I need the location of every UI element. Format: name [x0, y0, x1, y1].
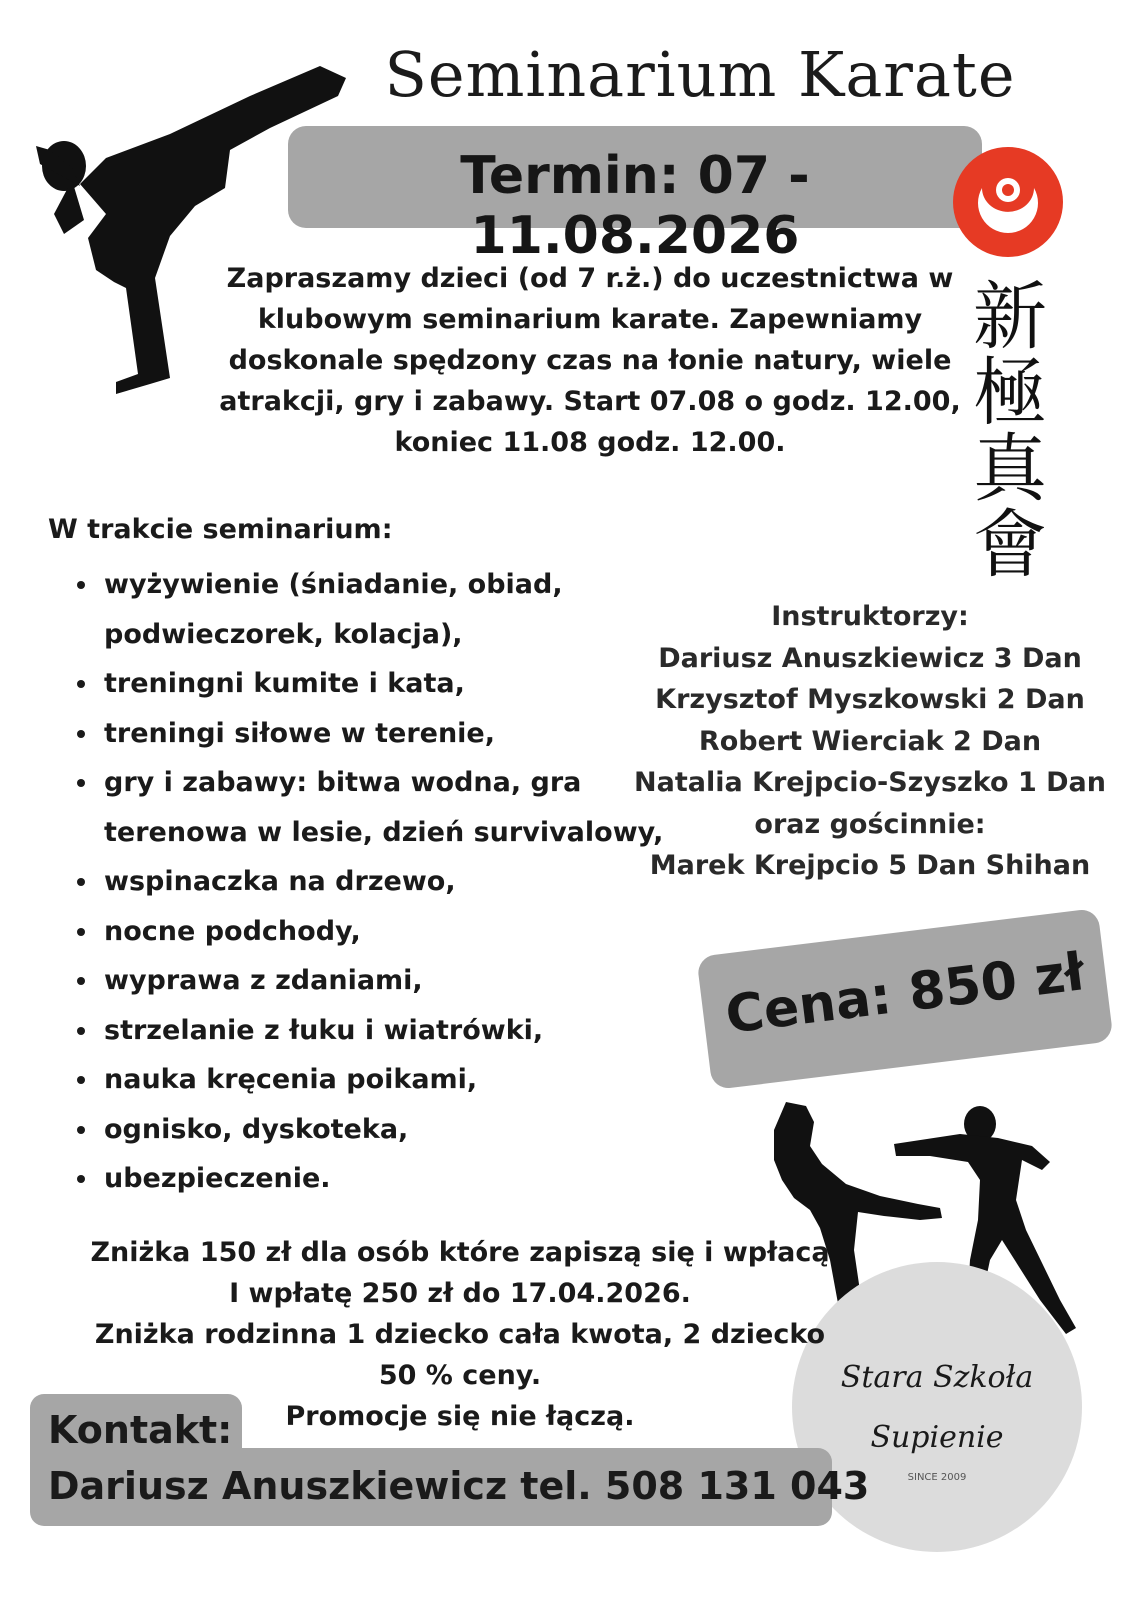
list-item: • ubezpieczenie. — [100, 1154, 700, 1204]
list-item: • ognisko, dyskoteka, — [100, 1105, 700, 1155]
instructor-name: Natalia Krejpcio-Szyszko 1 Dan — [634, 767, 1106, 798]
price-label: Cena: 850 zł — [722, 942, 1088, 1046]
discount-line: Zniżka rodzinna 1 dziecko cała kwota, 2 dziecko — [94, 1319, 826, 1350]
termin-date: Termin: 07 - 11.08.2026 — [460, 146, 810, 266]
list-item: • treningi siłowe w terenie, — [100, 709, 700, 759]
activities-list — [52, 560, 700, 1204]
guest-heading: oraz gościnnie: — [754, 808, 986, 840]
kyokushin-emblem-icon — [952, 146, 1064, 258]
instructors-heading: Instruktorzy: — [771, 601, 969, 632]
list-item: • gry i zabawy: bitwa wodna, gra terenowa w lesie, dzień survivalowy, — [100, 758, 700, 857]
instructor-name: Dariusz Anuszkiewicz 3 Dan — [658, 642, 1082, 674]
contact-label: Kontakt: — [48, 1408, 233, 1452]
page-title: Seminarium Karate — [384, 38, 1016, 111]
instructor-name: Krzysztof Myszkowski 2 Dan — [655, 684, 1085, 715]
kanji-char-4: 會 — [973, 502, 1047, 580]
list-item: • nauka kręcenia poikami, — [100, 1055, 700, 1105]
list-item: • wyżywienie (śniadanie, obiad, podwieczorek, kolacja), — [100, 560, 700, 659]
list-item: • treningni kumite i kata, — [100, 659, 700, 709]
discount-line: Promocje się nie łączą. — [285, 1401, 635, 1432]
contact-phone: Dariusz Anuszkiewicz tel. 508 131 043 — [48, 1464, 870, 1508]
school-logo-text: Supienie — [870, 1420, 1004, 1455]
guest-instructor: Marek Krejpcio 5 Dan Shihan — [649, 850, 1091, 881]
kanji-char-3: 真 — [973, 426, 1047, 512]
intro-line: atrakcji, gry i zabawy. Start 07.08 o godz. 12.00, — [219, 386, 961, 417]
list-item: • wyprawa z zdaniami, — [100, 956, 700, 1006]
kanji-char-2: 極 — [973, 350, 1047, 436]
intro-line: doskonale spędzony czas na łonie natury, wiele — [228, 345, 952, 376]
discount-line: 50 % ceny. — [378, 1360, 542, 1391]
school-logo-since: SINCE 2009 — [907, 1472, 967, 1483]
list-item: • nocne podchody, — [100, 907, 700, 957]
intro-line: Zapraszamy dzieci (od 7 r.ż.) do uczestnictwa w — [226, 263, 954, 294]
intro-line: klubowym seminarium karate. Zapewniamy — [257, 304, 923, 335]
list-item: • wspinaczka na drzewo, — [100, 857, 700, 907]
instructors-block — [620, 596, 1120, 887]
intro-line: koniec 11.08 godz. 12.00. — [394, 427, 786, 458]
during-heading: W trakcie seminarium: — [48, 514, 393, 545]
kanji-char-1: 新 — [973, 274, 1047, 360]
discount-line: Zniżka 150 zł dla osób które zapiszą się i wpłacą — [90, 1237, 830, 1268]
instructor-name: Robert Wierciak 2 Dan — [698, 725, 1042, 757]
intro-paragraph — [205, 258, 975, 463]
list-item: • strzelanie z łuku i wiatrówki, — [100, 1006, 700, 1056]
school-logo-text: Stara Szkoła — [840, 1360, 1034, 1395]
discount-line: I wpłatę 250 zł do 17.04.2026. — [229, 1278, 691, 1309]
